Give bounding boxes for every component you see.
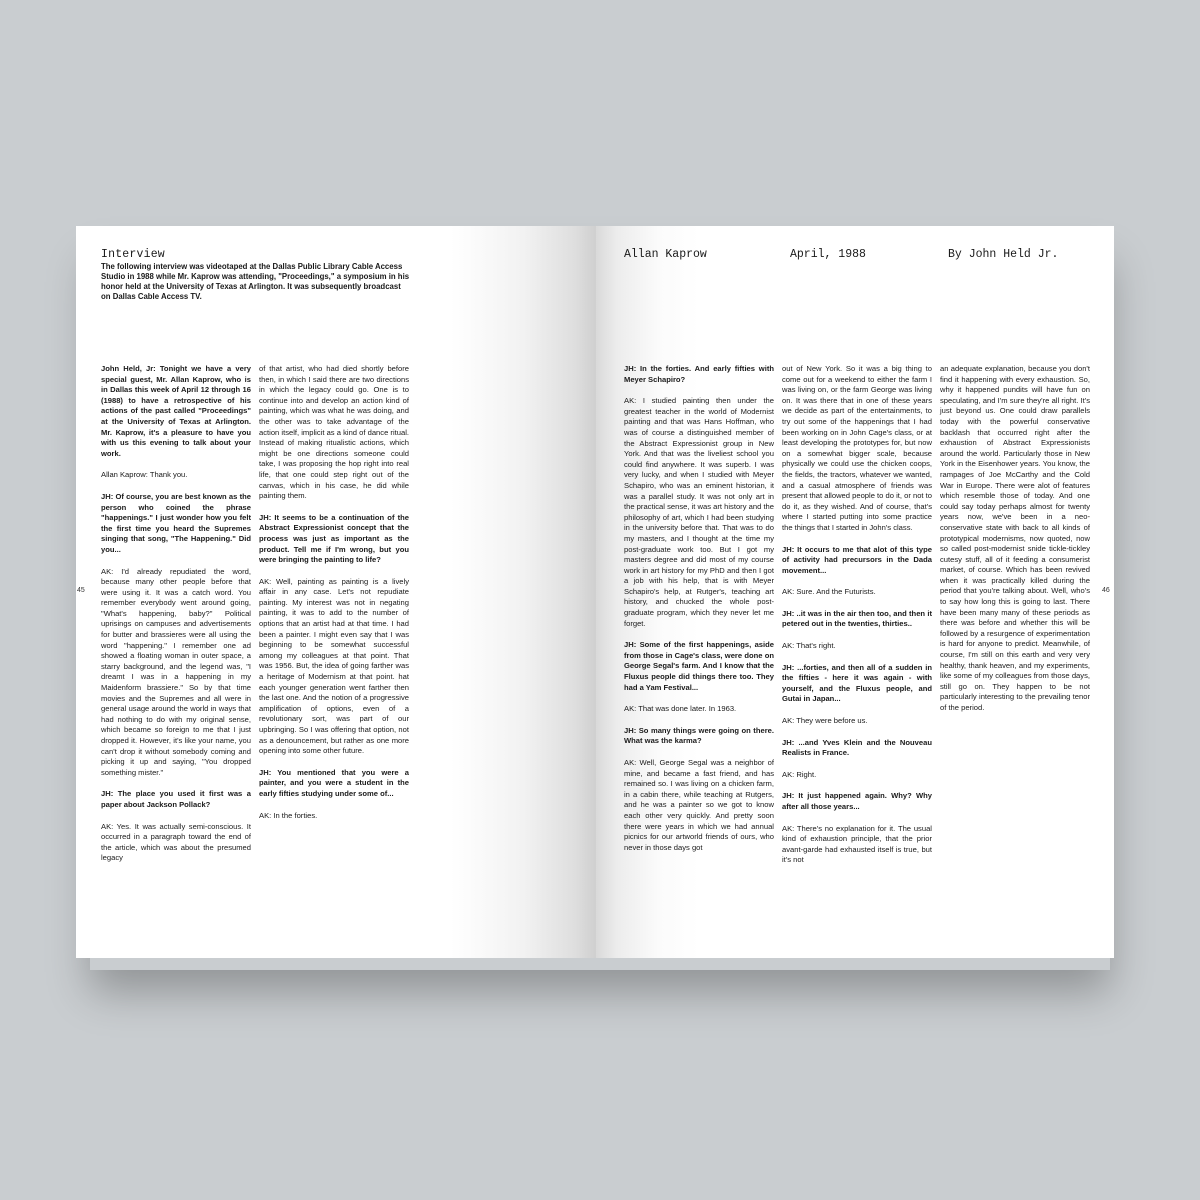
answer-paragraph: of that artist, who had died shortly before then, in which I said there are two directions in which the legacy could go. One is to continue into and develop an action kind of painting, which was what he was doing, and the other was to take advantage of the action itself, implicit as a kind of dance ritual. Instead of making ritualistic actions, which might be one directions someone could take, I was proposing the hop right into real life, that one could step right out of the canvas, which in his case, he did while painting them. [259, 364, 409, 501]
answer-paragraph: AK: That's right. [782, 641, 836, 651]
question-paragraph: JH: It occurs to me that alot of this type of activity had precursors in the Dada movement... [782, 544, 932, 575]
left-page [76, 226, 596, 958]
page-number-right: 46 [1102, 587, 1110, 594]
question-paragraph: JH: It just happened again. Why? Why after all those years... [782, 791, 932, 811]
question-paragraph: JH: The place you used it first was a paper about Jackson Pollack? [101, 789, 251, 809]
answer-paragraph: AK: Yes. It was actually semi-conscious. It occurred in a paragraph toward the end of the article, which was about the presumed legacy [101, 821, 251, 863]
page-number-left: 45 [77, 587, 85, 594]
answer-paragraph: Allan Kaprow: Thank you. [101, 470, 188, 480]
question-paragraph: JH: So many things were going on there. What was the karma? [624, 725, 774, 746]
question-paragraph: JH: You mentioned that you were a painter, and you were a student in the early fifties studying under some of... [259, 767, 409, 798]
answer-paragraph: AK: Well, painting as painting is a lively affair in any case. Let's not repudiate painting. My interest was not in negating painting, it was to add to the number of options that an artist had at that time. I had been a painter. I might even say that I was beginning to be somewhat successful among my colleagues at that point. That was 1956. But, the idea of going farther was a heritage of Modernism at that point. hat each younger generation went farther then the last one. And the notion of a progressive amplification of options, even of a revolutionary sort, was part of our upbringing. So I was offering that option, not as a denouncement, but rather as one more opening into some other future. [259, 576, 409, 756]
answer-paragraph: AK: Sure. And the Futurists. [782, 587, 876, 597]
answer-paragraph: AK: Right. [782, 769, 817, 779]
question-paragraph: JH: In the forties. And early fifties with Meyer Schapiro? [624, 364, 774, 384]
answer-paragraph: AK: I'd already repudiated the word, because many other people before that were using it. It was a catch word. You remember everybody went around going, "What's happening, baby?" Political uprisings on campuses and advertisements for butter and brassieres were all using the word "happening." I remember one ad showed a floating woman in outer space, a starry background, and the legend was, "I dreamt I was in a happening in my Maidenform brassiere." So by that time movies and the Supremes and all were in general usage around the world in ways that had nothing to do with my original sense, which became so foreign to me that I just dropped it. However, it's like your name, you can't drop it without somebody coming and picking it up and saying, "You dropped something mister." [101, 566, 251, 777]
question-paragraph: JH: Of course, you are best known as the person who coined the phrase "happenings." I just wonder how you felt the first time you heard the Supremes singing that song, "The Happening." Did you... [101, 491, 251, 554]
answer-paragraph: AK: Well, George Segal was a neighbor of mine, and became a fast friend, and has remained so. I was living on a chicken farm, in a cabin there, while teaching at Rutgers, and he was a painter so we got to know each other very quickly. And pretty soon there were years in which we had annual picnics for our artworld friends of ours, who never in those days got [624, 758, 774, 852]
answer-paragraph: AK: They were before us. [782, 716, 868, 726]
section-label: Interview [101, 248, 165, 261]
answer-paragraph: AK: There's no explanation for it. The usual kind of exhaustion principle, that the prior avant-garde had exhausted itself is true, but it's not [782, 823, 932, 865]
question-paragraph: JH: ...forties, and then all of a sudden in the fifties - here it was again - with yourself, and the Fluxus people, and Gutai in Japan... [782, 662, 932, 704]
question-paragraph: John Held, Jr: Tonight we have a very special guest, Mr. Allan Kaprow, who is in Dallas this week of April 12 through 16 (1988) to have a retrospective of his actions of the past called "Proceedings" at the University of Texas at Arlington. Mr. Kaprow, it's a pleasure to have you with us this evening to talk about your work. [101, 364, 251, 458]
answer-paragraph: AK: In the forties. [259, 810, 318, 820]
left-column-1 [101, 364, 251, 875]
right-page [596, 226, 1114, 958]
question-paragraph: JH: It seems to be a continuation of the Abstract Expressionist concept that the process was just as important as the product. Tell me if I'm wrong, but you were bringing the painting to life? [259, 512, 409, 565]
answer-paragraph: out of New York. So it was a big thing to come out for a weekend to either the farm I was living on, or the farm George was living on. It was there that in one of these years we decide as part of the entertainments, to try out some of the happenings that I had been working on in John Cage's class, or at least developing the prototypes for, but now on a somewhat bigger scale, because physically we could use the chicken coops, the fields, the tractors, whatever we wanted, and a casual atmosphere of friends was present that allowed people to do it, or not to do it, as they wished. And of course, that's where I started putting into some practice the things that I started in John's class. [782, 364, 932, 532]
header-name: Allan Kaprow [624, 248, 707, 261]
right-column-1 [624, 364, 774, 864]
question-paragraph: JH: ...and Yves Klein and the Nouveau Realists in France. [782, 737, 932, 758]
question-paragraph: JH: ..it was in the air then too, and then it petered out in the twenties, thirties.. [782, 608, 932, 629]
left-column-2 [259, 364, 409, 832]
header-byline: By John Held Jr. [948, 248, 1059, 261]
question-paragraph: JH: Some of the first happenings, aside from those in Cage's class, were done on George Segal's farm. And I know that the Fluxus people did things there too. They had a Yam Festival... [624, 640, 774, 692]
intro-paragraph: The following interview was videotaped at the Dallas Public Library Cable Access Studio in 1988 while Mr. Kaprow was attending, "Proceedings," a symposium in his honor held at the University of Texas at Arlington. It was subsequently broadcast on Dallas Cable Access TV. [101, 262, 410, 301]
header-date: April, 1988 [790, 248, 866, 261]
answer-paragraph: an adequate explanation, because you don't find it happening with every exhaustion. So, why it happened pundits will have fun on speculating, and I'm sure they're all right. It's just beyond us. One could draw parallels today with the powerful conservative backlash that occurred right after the exhaustion of Abstract Expressionists around the world. Particularly those in New York in the Eisenhower years. You know, the rampages of Joe McCarthy and the Cold War in Europe. There were alot of features which resemble those of today. And one could say today perhaps almost for twenty years now, we've been in a neo-conservative state with back to all kinds of prototypical modernisms, now quoted, now so called post-modernist snide tickle-tickley cutesy stuff, all of it feeding a consumerist market, of course. Which has been revived when it was practically killed during the period that you're talking about. Well, who's to say how long this is going to last. There have been many many of these periods as there was before and whether this will be followed by a resurgence of experimentation is hard for anyone to predict. Meanwhile, of course, I'm still on this earth and very very healthy, thank heaven, and my experiments, like some of my colleagues from those days, still go on. They happen to be not particularly interesting to the prevailing tenor of the period. [940, 364, 1090, 712]
answer-paragraph: AK: I studied painting then under the greatest teacher in the world of Modernist painting and that was Hans Hoffman, who was of course a distinguished member of the Abstract Expressionist group in New York. And that was the liveliest school you could find anywhere. It was superb. I was very lucky, and when I studied with Meyer Schapiro, who was an eminent historian, it was a parallel study. It was not only art in the practical sense, it was art history and the philosophy of art, which I had been studying in the university before that. That was to do my masters, and I thought at the time my post-graduate work too. But I got my masters degree and did most of my course work in art history for my PhD and then I got a job with his help, that is with Meyer Schapiro's help, at Rutger's, teaching art history, and chucked the whole post-graduate program, which they never let me forget. [624, 396, 774, 628]
right-column-2 [782, 364, 932, 877]
right-column-3 [940, 364, 1090, 725]
answer-paragraph: AK: That was done later. In 1963. [624, 704, 737, 714]
